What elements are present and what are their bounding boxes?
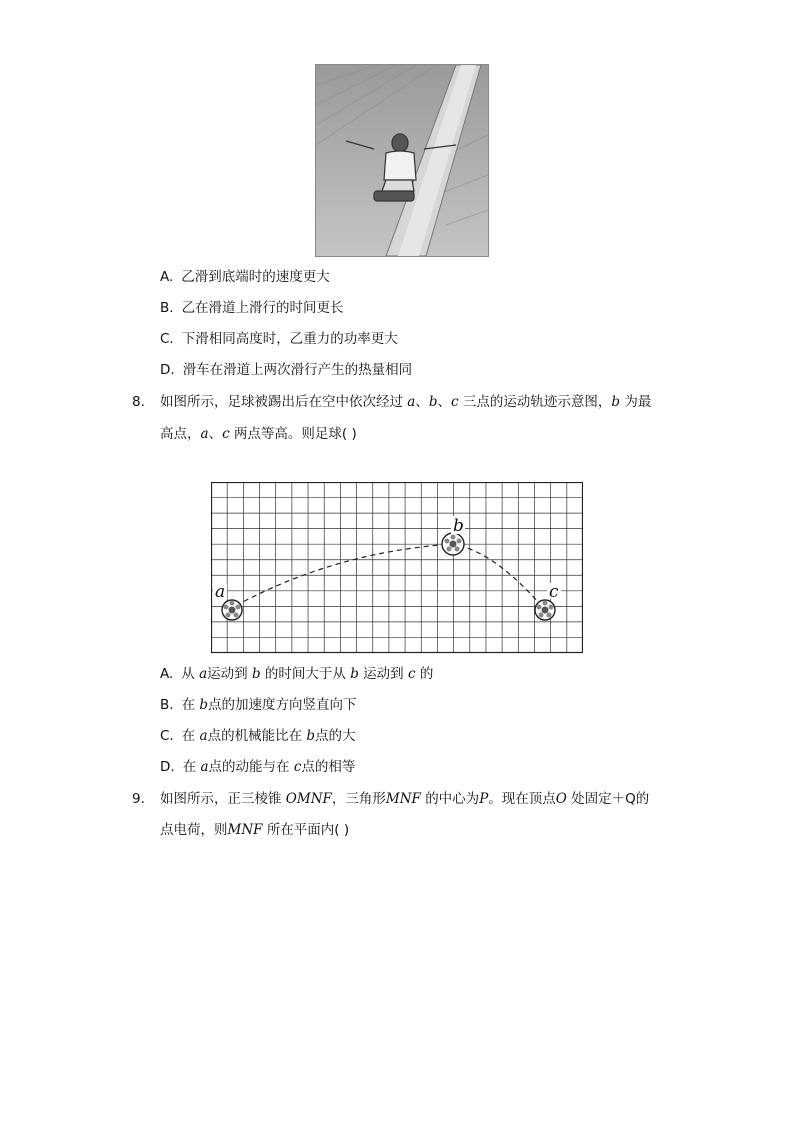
- q8-sep: 、: [437, 394, 452, 410]
- option-letter: A.: [160, 269, 174, 285]
- q8-option-a: [160, 664, 433, 684]
- option-text: 点的相等: [301, 759, 356, 775]
- q9-var: O: [555, 791, 567, 807]
- q8-stem-text: 高点，: [160, 426, 201, 442]
- label-b: b: [453, 516, 464, 536]
- option-var: b: [306, 728, 316, 744]
- trajectory-figure: [211, 482, 583, 658]
- ball-c-icon: [535, 600, 555, 620]
- q8-var-a: a: [407, 394, 416, 410]
- q9-stem-text: 的中心为: [425, 791, 480, 807]
- trajectory-diagram: [211, 482, 583, 654]
- option-text: 在: [182, 759, 197, 775]
- q9-stem-text: ，三角形: [331, 791, 386, 807]
- q8-stem-line-2: [160, 424, 357, 444]
- q8-sep: 、: [415, 394, 429, 410]
- q9-stem-text: 。现在顶点: [488, 791, 556, 807]
- grid-lines: [211, 482, 583, 653]
- option-text: 乙滑到底端时的速度更大: [181, 269, 330, 285]
- q7-option-c: [160, 329, 398, 349]
- q9-var: MNF: [385, 791, 421, 807]
- q9-stem-line-1: [160, 789, 649, 809]
- option-var: b: [199, 697, 209, 713]
- option-var: c: [407, 666, 416, 682]
- q9-var: P: [479, 791, 489, 807]
- option-letter: A.: [160, 666, 174, 682]
- q8-option-c: [160, 726, 356, 746]
- option-text: 从: [181, 666, 195, 682]
- grid-border: [212, 483, 583, 653]
- q9-stem-text: 点电荷，则: [160, 822, 228, 838]
- q9-stem-line-2: [160, 820, 349, 840]
- option-var: b: [350, 666, 359, 682]
- ball-b-icon: [442, 533, 464, 555]
- option-text: 点的大: [315, 728, 356, 744]
- q8-var-c: c: [451, 394, 459, 410]
- option-text: 下滑相同高度时，乙重力的功率更大: [181, 331, 398, 347]
- q7-option-b: [160, 298, 344, 318]
- option-var: a: [199, 728, 208, 744]
- option-text: 运动到: [207, 666, 248, 682]
- q9-var: MNF: [227, 822, 263, 838]
- q8-var-a: a: [200, 426, 209, 442]
- q9-stem-text: 如图所示，正三棱锥: [160, 791, 282, 807]
- q8-sep: 、: [208, 426, 223, 442]
- q8-var-c: c: [222, 426, 230, 442]
- q8-option-b: [160, 695, 357, 715]
- q8-number: 8.: [132, 394, 145, 410]
- option-text: 乙在滑道上滑行的时间更长: [181, 300, 344, 316]
- option-letter: C.: [160, 728, 174, 744]
- option-text: 滑车在滑道上两次滑行产生的热量相同: [182, 362, 413, 378]
- option-var: c: [293, 759, 302, 775]
- option-letter: D.: [160, 759, 175, 775]
- option-var: a: [199, 666, 208, 682]
- option-var: b: [251, 666, 261, 682]
- option-letter: B.: [160, 697, 174, 713]
- q9-stem-text: 处固定＋Q的: [571, 791, 650, 807]
- option-letter: D.: [160, 362, 175, 378]
- option-text: 点的加速度方向竖直向下: [208, 697, 357, 713]
- label-c: c: [549, 582, 559, 602]
- ball-a-icon: [222, 600, 242, 620]
- slide-photo-drawing: [316, 65, 488, 256]
- q9-number: 9.: [132, 791, 145, 807]
- q8-stem-text: 三点的运动轨迹示意图，: [462, 394, 612, 410]
- q9-var: OMNF: [285, 791, 332, 807]
- option-text: 的: [419, 666, 434, 682]
- q8-stem-text: 两点等高。则足球( ): [233, 426, 357, 442]
- option-text: 运动到: [363, 666, 404, 682]
- option-text: 点的动能与在: [208, 759, 290, 775]
- label-a: a: [215, 582, 226, 602]
- q8-var-b: b: [611, 394, 621, 410]
- option-text: 点的机械能比在: [207, 728, 303, 744]
- q7-option-d: [160, 360, 412, 380]
- q8-stem-text: 如图所示，足球被踢出后在空中依次经过: [160, 394, 403, 410]
- option-text: 在: [181, 697, 196, 713]
- option-letter: B.: [160, 300, 174, 316]
- q7-option-a: [160, 267, 330, 287]
- option-text: 在: [181, 728, 196, 744]
- q8-stem-text: 为最: [624, 394, 652, 410]
- q8-stem-line-1: [160, 392, 651, 412]
- q8-option-d: [160, 757, 355, 777]
- option-var: a: [200, 759, 209, 775]
- q9-stem-text: 所在平面内( ): [266, 822, 350, 838]
- q8-var-b: b: [428, 394, 438, 410]
- slide-photo: [315, 64, 489, 257]
- option-letter: C.: [160, 331, 174, 347]
- option-text: 的时间大于从: [264, 666, 346, 682]
